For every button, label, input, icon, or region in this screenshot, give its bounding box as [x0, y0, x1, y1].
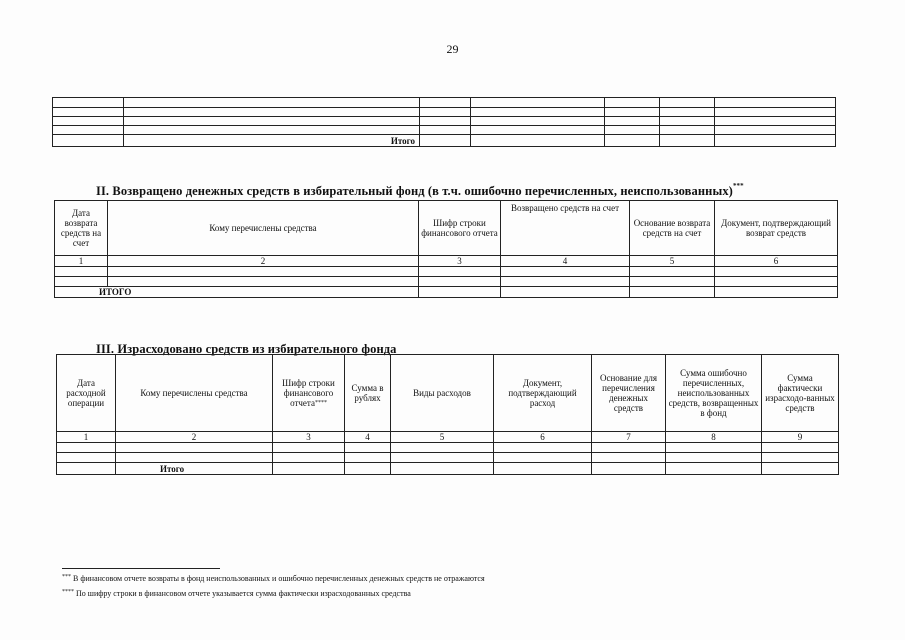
column-header: Возвращено средств на счет [501, 201, 630, 256]
table-row [53, 98, 836, 108]
table-row [57, 453, 839, 463]
column-number: 2 [116, 432, 273, 443]
table-row [55, 277, 838, 287]
table-row [53, 126, 836, 135]
column-header: Сумма ошибочно перечисленных, неиспользованных средств, возвращенных в фонд [666, 355, 762, 432]
section-2-heading: II. Возвращено денежных средств в избирательный фонд (в т.ч. ошибочно перечисленных, неиспользованных)*** [96, 182, 744, 198]
column-header: Дата расходной операции [57, 355, 116, 432]
column-number: 1 [55, 256, 108, 267]
total-label: ИТОГО [55, 287, 419, 298]
column-number: 4 [501, 256, 630, 267]
column-number: 5 [391, 432, 494, 443]
table-row [55, 287, 838, 298]
footnote-1 [62, 574, 485, 583]
table-header-row [57, 355, 839, 432]
total-label: Итого [124, 135, 420, 147]
column-number: 2 [108, 256, 419, 267]
heading-mark: *** [732, 182, 744, 190]
column-number: 5 [630, 256, 715, 267]
column-number: 3 [419, 256, 501, 267]
column-header: Дата возврата средств на счет [55, 201, 108, 256]
column-mark: **** [314, 400, 327, 406]
footnote-mark: *** [62, 574, 71, 580]
footnote-mark: **** [62, 589, 74, 595]
table-row [57, 443, 839, 453]
table-header-row [55, 201, 838, 256]
footnote-text: По шифру строки в финансовом отчете указывается сумма фактически израсходованных средства [76, 589, 411, 598]
column-number-row [57, 432, 839, 443]
column-header: Виды расходов [391, 355, 494, 432]
column-number: 7 [592, 432, 666, 443]
table-row [53, 108, 836, 117]
column-number: 9 [762, 432, 839, 443]
column-number: 1 [57, 432, 116, 443]
table-row [55, 267, 838, 277]
column-header: Сумма фактически израсходо-ванных средств [762, 355, 839, 432]
footnote-2 [62, 589, 411, 598]
column-number: 3 [273, 432, 345, 443]
table-row [53, 117, 836, 126]
footnote-divider [62, 568, 220, 569]
column-number: 8 [666, 432, 762, 443]
table-row [57, 463, 839, 475]
table-continued [52, 97, 836, 147]
section-3-heading: III. Израсходовано средств из избирательного фонда [96, 342, 397, 356]
column-header: Кому перечислены средства [108, 201, 419, 256]
column-header: Документ, подтверждающий возврат средств [715, 201, 838, 256]
column-header: Основание для перечисления денежных средств [592, 355, 666, 432]
column-number: 6 [715, 256, 838, 267]
column-header: Документ, подтверждающий расход [494, 355, 592, 432]
footnote-text: В финансовом отчете возвраты в фонд неиспользованных и ошибочно перечисленных денежных средств не отражаются [73, 574, 485, 583]
column-header: Основание возврата средств на счет [630, 201, 715, 256]
spent-funds-table [56, 354, 839, 475]
returned-funds-table [54, 200, 838, 298]
total-label: Итого [116, 463, 273, 475]
column-header: Сумма в рублях [345, 355, 391, 432]
column-number: 6 [494, 432, 592, 443]
column-header: Шифр строки финансового отчета [419, 201, 501, 256]
column-header: Шифр строки финансового отчета**** [273, 355, 345, 432]
column-number-row [55, 256, 838, 267]
column-header: Кому перечислены средства [116, 355, 273, 432]
column-number: 4 [345, 432, 391, 443]
table-row [53, 135, 836, 147]
page-number: 29 [446, 42, 459, 56]
